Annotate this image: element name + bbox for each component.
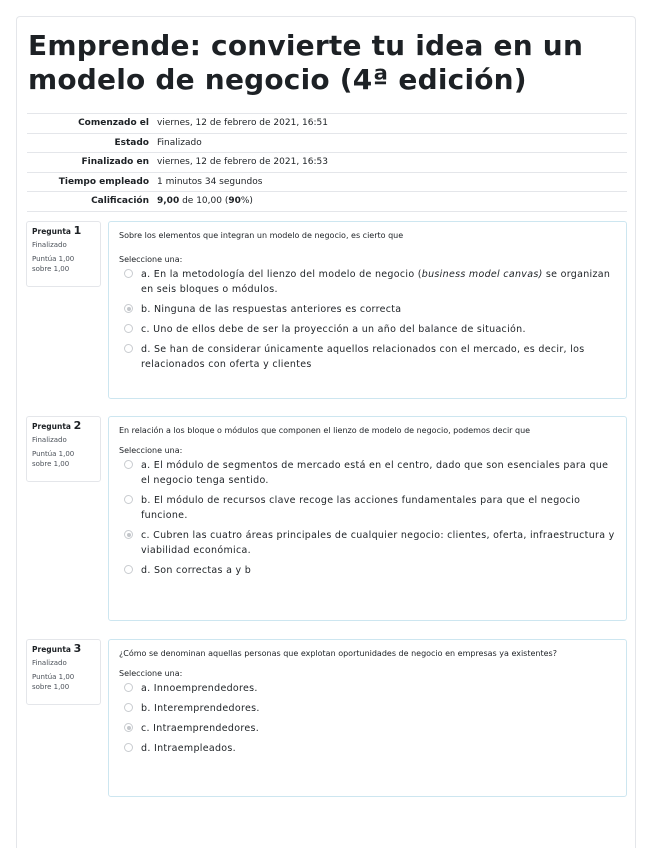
question-number: Pregunta 2 xyxy=(32,419,82,432)
summary-label: Finalizado en xyxy=(27,153,155,173)
question-info xyxy=(26,416,101,482)
grade-out-of: de 10,00 ( xyxy=(179,196,229,207)
option-label: b. Interemprendedores. xyxy=(141,703,260,714)
question-content xyxy=(108,221,627,399)
radio-button[interactable] xyxy=(124,683,133,692)
question-number: Pregunta 1 xyxy=(32,224,82,237)
option-label: d. Se han de considerar únicamente aquellos relacionados con el mercado, es decir, los relacionados con oferta y clientes xyxy=(141,344,585,370)
summary-row-state xyxy=(27,133,627,153)
question-text: Sobre los elementos que integran un modelo de negocio, es cierto que xyxy=(119,231,404,240)
radio-button-selected[interactable] xyxy=(124,304,133,313)
question-mark: Puntúa 1,00 sobre 1,00 xyxy=(32,450,75,468)
summary-label: Tiempo empleado xyxy=(27,172,155,192)
answer-option[interactable] xyxy=(119,342,616,372)
answer-prompt: Seleccione una: xyxy=(119,255,183,264)
summary-label: Calificación xyxy=(27,192,155,212)
answer-option[interactable] xyxy=(119,681,616,696)
summary-label: Estado xyxy=(27,133,155,153)
answer-option[interactable] xyxy=(119,563,616,578)
radio-button[interactable] xyxy=(124,743,133,752)
option-label: c. Intraemprendedores. xyxy=(141,723,260,734)
option-label: b. El módulo de recursos clave recoge las acciones fundamentales para que el negocio funcione. xyxy=(141,495,581,521)
option-label: a. El módulo de segmentos de mercado está en el centro, dado que son esenciales para que el negocio tenga sentido. xyxy=(141,460,609,486)
option-label: d. Intraempleados. xyxy=(141,743,236,754)
summary-row-grade xyxy=(27,192,627,212)
answer-option[interactable] xyxy=(119,528,616,558)
question-text: En relación a los bloque o módulos que componen el lienzo de modelo de negocio, podemos decir que xyxy=(119,426,531,435)
question-info xyxy=(26,639,101,705)
option-label: c. Uno de ellos debe de ser la proyección a un año del balance de situación. xyxy=(141,324,526,335)
grade-value xyxy=(155,192,627,212)
answer-option[interactable] xyxy=(119,701,616,716)
radio-button[interactable] xyxy=(124,495,133,504)
answer-option[interactable] xyxy=(119,322,616,337)
question-state: Finalizado xyxy=(32,241,67,249)
radio-button[interactable] xyxy=(124,460,133,469)
grade-percent-suffix: %) xyxy=(240,196,253,207)
question-number: Pregunta 3 xyxy=(32,642,82,655)
question-content xyxy=(108,639,627,797)
summary-row-started xyxy=(27,114,627,134)
radio-button[interactable] xyxy=(124,565,133,574)
answer-option[interactable] xyxy=(119,493,616,523)
page-title: Emprende: convierte tu idea en un modelo de negocio (4ª edición) xyxy=(28,29,584,96)
summary-value: viernes, 12 de febrero de 2021, 16:53 xyxy=(155,153,627,173)
summary-label: Comenzado el xyxy=(27,114,155,134)
answer-option[interactable] xyxy=(119,302,616,317)
radio-button[interactable] xyxy=(124,324,133,333)
option-emphasis: business model canvas) xyxy=(421,269,543,280)
radio-button[interactable] xyxy=(124,269,133,278)
answer-prompt: Seleccione una: xyxy=(119,446,183,455)
radio-button[interactable] xyxy=(124,703,133,712)
option-label: c. Cubren las cuatro áreas principales de cualquier negocio: clientes, oferta, infraestructura y viabilidad económica. xyxy=(141,530,615,556)
radio-button-selected[interactable] xyxy=(124,723,133,732)
radio-button[interactable] xyxy=(124,344,133,353)
summary-row-finished xyxy=(27,153,627,173)
grade-score: 9,00 xyxy=(157,196,180,207)
radio-button-selected[interactable] xyxy=(124,530,133,539)
summary-value: Finalizado xyxy=(155,133,627,153)
question-mark: Puntúa 1,00 sobre 1,00 xyxy=(32,255,75,273)
question-state: Finalizado xyxy=(32,659,67,667)
summary-row-time-taken xyxy=(27,172,627,192)
question-mark: Puntúa 1,00 sobre 1,00 xyxy=(32,673,75,691)
answer-options xyxy=(119,681,616,756)
attempt-summary-table xyxy=(27,113,627,212)
option-label: a. En la metodología del lienzo del modelo de negocio (business model canvas) se organizan en seis bloques o módulos. xyxy=(141,269,611,295)
summary-value: viernes, 12 de febrero de 2021, 16:51 xyxy=(155,114,627,134)
question-state: Finalizado xyxy=(32,436,67,444)
answer-prompt: Seleccione una: xyxy=(119,669,183,678)
option-label: b. Ninguna de las respuestas anteriores es correcta xyxy=(141,304,402,315)
answer-option[interactable] xyxy=(119,458,616,488)
option-label: a. Innoemprendedores. xyxy=(141,683,258,694)
answer-options xyxy=(119,458,616,578)
answer-option[interactable] xyxy=(119,721,616,736)
option-label: d. Son correctas a y b xyxy=(141,565,252,576)
question-text: ¿Cómo se denominan aquellas personas que explotan oportunidades de negocio en empresas ya existentes? xyxy=(119,649,557,658)
summary-value: 1 minutos 34 segundos xyxy=(155,172,627,192)
question-info xyxy=(26,221,101,287)
answer-options xyxy=(119,267,616,372)
question-content xyxy=(108,416,627,621)
grade-percent: 90 xyxy=(228,196,241,207)
answer-option[interactable] xyxy=(119,267,616,297)
answer-option[interactable] xyxy=(119,741,616,756)
